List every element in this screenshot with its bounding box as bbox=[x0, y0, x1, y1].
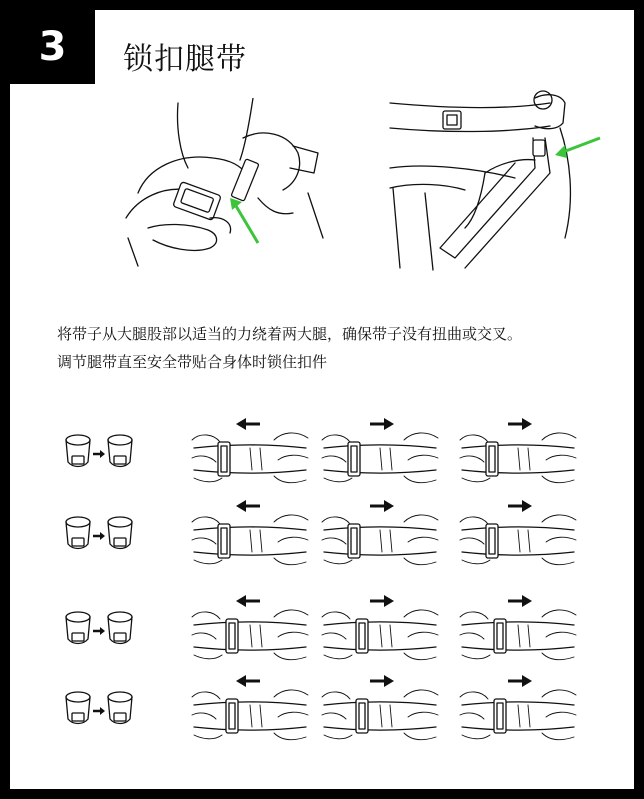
hand-adjust-panel bbox=[190, 595, 310, 669]
buckle-sequence-icon bbox=[60, 512, 140, 560]
hand-adjust-panel bbox=[190, 675, 310, 749]
hand-adjust-panel bbox=[458, 675, 578, 749]
hand-adjust-panel bbox=[458, 418, 578, 492]
hand-adjust-panel bbox=[320, 418, 440, 492]
hand-adjust-panel bbox=[458, 595, 578, 669]
step-title: 锁扣腿带 bbox=[123, 42, 247, 77]
step-number-badge bbox=[10, 10, 95, 84]
buckle-sequence-icon bbox=[60, 687, 140, 735]
hand-adjust-panel bbox=[190, 418, 310, 492]
instruction-line-1: 将带子从大腿股部以适当的力绕着两大腿，确保带子没有扭曲或交叉。 bbox=[57, 325, 523, 343]
instruction-text bbox=[57, 320, 617, 376]
hand-adjust-panel bbox=[320, 595, 440, 669]
instruction-line-2: 调节腿带直至安全带贴合身体时锁住扣件 bbox=[57, 353, 328, 371]
hand-adjust-panel bbox=[320, 500, 440, 574]
harness-body-illustration bbox=[385, 78, 610, 273]
hand-adjust-panel bbox=[190, 500, 310, 574]
hand-adjust-panel bbox=[320, 675, 440, 749]
step-number: 3 bbox=[38, 24, 67, 70]
hand-adjust-panel bbox=[458, 500, 578, 574]
buckle-insert-illustration bbox=[118, 98, 328, 268]
buckle-sequence-icon bbox=[60, 607, 140, 655]
buckle-sequence-icon bbox=[60, 430, 140, 478]
